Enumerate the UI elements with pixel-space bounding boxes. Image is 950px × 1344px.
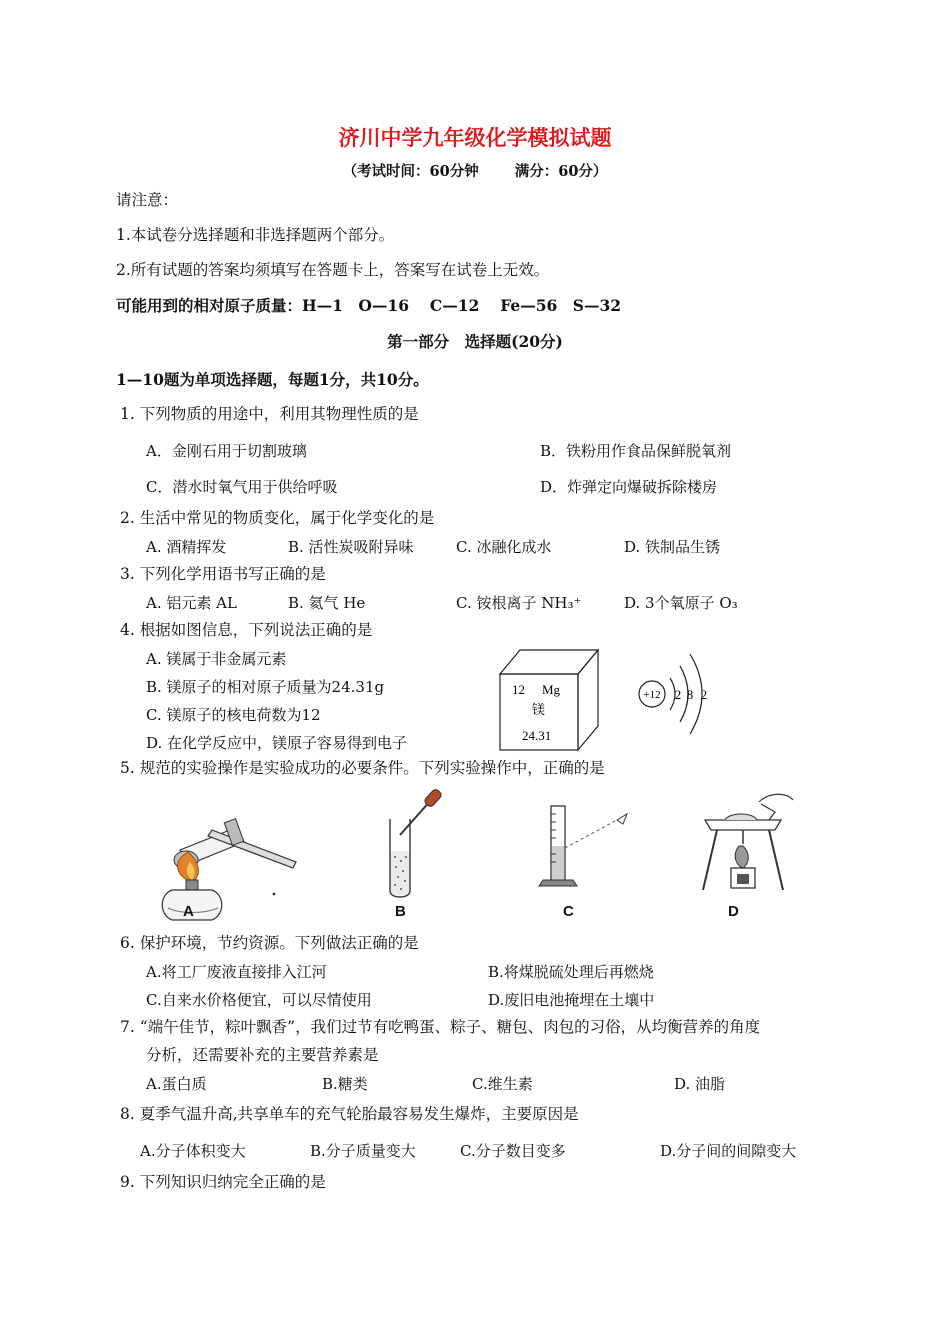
question-6-option-c: C.自来水价格便宜，可以尽情使用: [146, 991, 372, 1009]
question-3-option-b: B. 氦气 He: [288, 594, 366, 612]
question-7-option-d: D. 油脂: [674, 1075, 726, 1093]
exam-info: [0, 160, 950, 181]
question-7-option-a: A.蛋白质: [146, 1075, 207, 1093]
question-6-option-a: A.将工厂废液直接排入江河: [146, 963, 327, 981]
figure-a-heating-test-tube: [150, 790, 310, 930]
question-8-option-c: C.分子数目变多: [460, 1142, 566, 1160]
question-6-stem: 6. 保护环境，节约资源。下列做法正确的是: [120, 934, 419, 952]
page-title: 济川中学九年级化学模拟试题: [338, 125, 612, 150]
question-8-option-b: B.分子质量变大: [310, 1142, 416, 1160]
question-8-option-d: D.分子间的间隙变大: [660, 1142, 797, 1160]
section-heading: 第一部分 选择题(20分): [387, 332, 563, 351]
question-7-option-c: C.维生素: [472, 1075, 533, 1093]
question-9-stem: 9. 下列知识归纳完全正确的是: [120, 1173, 326, 1191]
notice-heading: 请注意：: [116, 191, 179, 209]
question-2-option-c: C. 冰融化成水: [456, 538, 552, 556]
question-1-option-c: C．潜水时氧气用于供给呼吸: [146, 478, 338, 496]
question-4-stem: 4. 根据如图信息，下列说法正确的是: [120, 621, 373, 639]
question-7-stem-cont: 分析，还需要补充的主要营养素是: [146, 1046, 379, 1064]
question-3-option-c: C. 铵根离子 NH₃⁺: [456, 594, 582, 612]
notice-item-2: 2.所有试题的答案均须填写在答题卡上，答案写在试卷上无效。: [116, 261, 550, 279]
element-card-figure: [490, 644, 610, 754]
figure-d-evaporating-dish: [695, 790, 805, 900]
element-symbol: Mg: [542, 682, 561, 697]
notice-item-1: 1.本试卷分选择题和非选择题两个部分。: [116, 226, 395, 244]
exam-time: （考试时间：60分钟: [342, 163, 479, 180]
exam-score: 满分：60分）: [514, 163, 608, 180]
question-3-option-a: A. 铝元素 AL: [146, 594, 237, 612]
shell-1-electrons: 2: [674, 687, 682, 702]
figure-label-b: B: [395, 903, 406, 920]
question-2-stem: 2. 生活中常见的物质变化，属于化学变化的是: [120, 509, 435, 527]
question-1-option-a: A．金刚石用于切割玻璃: [146, 442, 307, 460]
question-2-option-a: A. 酒精挥发: [146, 538, 227, 556]
question-5-stem: 5. 规范的实验操作是实验成功的必要条件。下列实验操作中，正确的是: [120, 759, 605, 777]
question-1-option-b: B．铁粉用作食品保鲜脱氧剂: [540, 442, 732, 460]
shell-2-electrons: 8: [686, 687, 694, 702]
question-4-option-c: C. 镁原子的核电荷数为12: [146, 706, 321, 724]
question-6-option-b: B.将煤脱硫处理后再燃烧: [488, 963, 654, 981]
question-6-option-d: D.废旧电池掩埋在土壤中: [488, 991, 655, 1009]
question-3-stem: 3. 下列化学用语书写正确的是: [120, 565, 326, 583]
element-mass: 24.31: [522, 728, 552, 743]
atomic-mass-line: 可能用到的相对原子质量：H—1 O—16 C—12 Fe—56 S—32: [116, 296, 622, 315]
figure-label-a: A: [183, 903, 194, 920]
atom-structure-figure: [630, 648, 740, 743]
question-1-option-d: D．炸弹定向爆破拆除楼房: [540, 478, 718, 496]
figure-label-d: D: [728, 903, 739, 920]
question-4-option-d: D. 在化学反应中，镁原子容易得到电子: [146, 734, 408, 752]
question-4-option-b: B. 镁原子的相对原子质量为24.31g: [146, 678, 385, 696]
section-instructions: 1—10题为单项选择题，每题1分，共10分。: [116, 370, 429, 389]
question-1-stem: 1. 下列物质的用途中，利用其物理性质的是: [120, 405, 419, 423]
question-8-option-a: A.分子体积变大: [140, 1142, 246, 1160]
question-2-option-b: B. 活性炭吸附异味: [288, 538, 414, 556]
question-8-stem: 8. 夏季气温升高,共享单车的充气轮胎最容易发生爆炸，主要原因是: [120, 1105, 579, 1123]
figure-label-c: C: [563, 903, 574, 920]
question-4-option-a: A. 镁属于非金属元素: [146, 650, 287, 668]
nucleus-charge: +12: [643, 689, 661, 701]
element-name: 镁: [532, 702, 546, 717]
element-number: 12: [512, 682, 525, 697]
question-2-option-d: D. 铁制品生锈: [624, 538, 721, 556]
question-7-stem: 7. “端午佳节，粽叶飘香”，我们过节有吃鸭蛋、粽子、糖包、肉包的习俗，从均衡营养的角度: [120, 1018, 761, 1036]
question-3-option-d: D. 3个氧原子 O₃: [624, 594, 738, 612]
shell-3-electrons: 2: [700, 687, 708, 702]
figure-b-dropper-test-tube: [370, 785, 460, 905]
question-7-option-b: B.糖类: [322, 1075, 368, 1093]
figure-c-measuring-cylinder: [535, 800, 635, 895]
